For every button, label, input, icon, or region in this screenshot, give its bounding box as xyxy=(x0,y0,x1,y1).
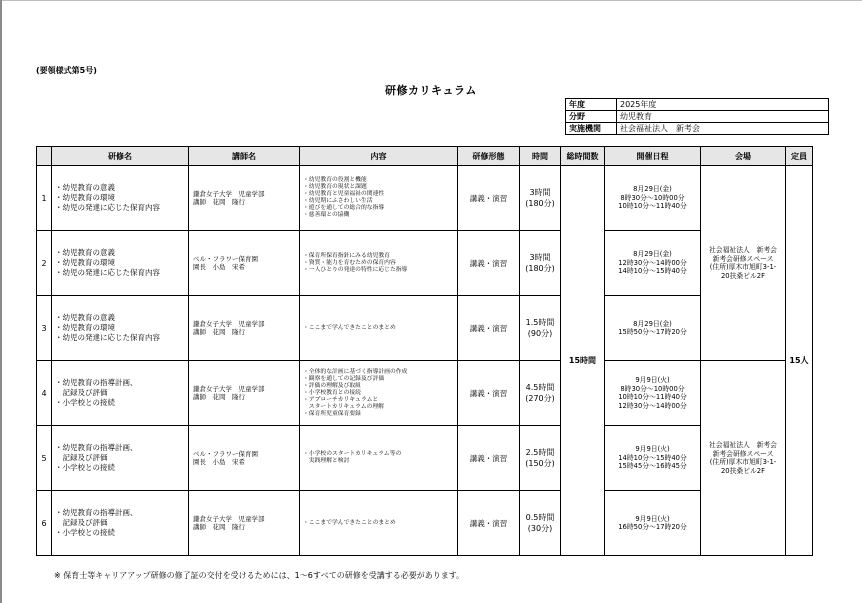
meta-label: 分野 xyxy=(566,111,617,123)
text-line: 社会福祉法人 新考会 xyxy=(709,441,777,449)
text-line: ・ここまで学んできたことのまとめ xyxy=(303,324,396,331)
lecturer xyxy=(189,361,300,426)
session-time xyxy=(520,296,561,361)
text-line: 実践理解と検討 xyxy=(303,458,350,464)
text-line: 園長 小島 宋希 xyxy=(193,458,245,466)
header-lecturer: 講師名 xyxy=(189,147,300,166)
page-top-border xyxy=(0,0,862,1)
header-total-hours: 総時間数 xyxy=(561,147,605,166)
text-line: 3時間 xyxy=(529,188,551,197)
document-title: 研修カリキュラム xyxy=(385,84,477,97)
content xyxy=(300,491,458,556)
text-line: 9月9日(火) xyxy=(635,445,670,454)
meta-label: 実施機関 xyxy=(566,123,617,135)
text-line: ・小学校との接続 xyxy=(55,463,115,472)
text-line: ・幼児教育の意義 xyxy=(55,183,115,192)
text-line: 4.5時間 xyxy=(525,383,555,392)
course-name xyxy=(52,426,189,491)
text-line: (30分) xyxy=(527,524,553,533)
text-line: (150分) xyxy=(525,459,555,468)
text-line: 3時間 xyxy=(529,253,551,262)
text-line: 8月29日(金) xyxy=(633,185,672,194)
footnote: ※ 保育士等キャリアアップ研修の修了証の交付を受けるためには、1～6すべての研修を受講する必要があります。 xyxy=(54,571,465,580)
text-line: ・幼児の発達に応じた保育内容 xyxy=(55,203,160,212)
meta-value: 幼児教育 xyxy=(617,111,829,123)
training-format: 講義・演習 xyxy=(458,296,520,361)
text-line: 16時50分～17時20分 xyxy=(618,523,687,531)
lecturer xyxy=(189,491,300,556)
header-row xyxy=(37,147,813,166)
text-line: 2.5時間 xyxy=(525,448,555,457)
table-row xyxy=(37,296,813,361)
text-line: 9月9日(火) xyxy=(635,514,670,523)
text-line: ・保育所児童保育要録 xyxy=(303,410,361,417)
header-content: 内容 xyxy=(300,147,458,166)
text-line: ・幼児教育の意義 xyxy=(55,248,115,257)
text-line: 0.5時間 xyxy=(525,513,555,522)
text-line: ・幼児教育の指導計画、 xyxy=(55,508,138,517)
course-name xyxy=(52,491,189,556)
content xyxy=(300,361,458,426)
text-line: 8月29日(金) xyxy=(633,319,672,328)
curriculum-table xyxy=(36,146,813,556)
course-name xyxy=(52,231,189,296)
schedule xyxy=(605,166,701,231)
text-line: 14時10分～15時40分 xyxy=(618,453,687,462)
total-hours: 15時間 xyxy=(561,166,605,556)
text-line: ・幼児期にふさわしい生活 xyxy=(303,198,373,204)
meta-value: 社会福祉法人 新考会 xyxy=(617,123,829,135)
lecturer xyxy=(189,426,300,491)
training-format: 講義・演習 xyxy=(458,166,520,231)
text-line: ・幼児教育の役割と機能 xyxy=(303,177,367,183)
text-line: 8月29日(金) xyxy=(633,250,672,259)
text-line: ・慈善環との協働 xyxy=(303,212,350,218)
text-line: ・一人ひとりの発達の特性に応じた指導 xyxy=(303,266,408,273)
text-line: ・幼児教育の環境 xyxy=(55,323,115,332)
text-line: 9月9日(火) xyxy=(635,376,670,384)
text-line: ・幼児の発達に応じた保育内容 xyxy=(55,268,160,277)
text-line: ・全体的な計画に基づく指導計画の作成 xyxy=(303,368,408,375)
session-time xyxy=(520,231,561,296)
training-format: 講義・演習 xyxy=(458,491,520,556)
meta-table xyxy=(565,98,829,135)
text-line: 講師 花岡 隆行 xyxy=(193,523,245,531)
text-line: スタートカリキュラムの理解 xyxy=(303,403,384,410)
text-line: 園長 小島 宋希 xyxy=(193,263,245,271)
text-line: 1.5時間 xyxy=(525,318,555,327)
text-line: 講師 花岡 隆行 xyxy=(193,393,245,401)
meta-value: 2025年度 xyxy=(617,99,829,111)
session-time xyxy=(520,426,561,491)
course-name xyxy=(52,166,189,231)
schedule xyxy=(605,426,701,491)
venue xyxy=(701,361,786,556)
text-line: 8時30分～10時00分 xyxy=(620,384,685,393)
text-line: ・幼児教育と児童福祉の関連性 xyxy=(303,191,385,197)
header-format: 研修形態 xyxy=(458,147,520,166)
meta-row-organizer xyxy=(566,123,829,135)
text-line: ・幼児教育の指導計画、 xyxy=(55,443,138,452)
text-line: ・評価の理解及び取組 xyxy=(303,382,361,389)
table-row xyxy=(37,491,813,556)
text-line: 14時10分～15時40分 xyxy=(618,267,687,276)
content xyxy=(300,426,458,491)
meta-row-year xyxy=(566,99,829,111)
header-schedule: 開催日程 xyxy=(605,147,701,166)
text-line: 12時30分～14時00分 xyxy=(618,258,687,267)
lecturer xyxy=(189,231,300,296)
schedule xyxy=(605,296,701,361)
text-line: 鎌倉女子大学 児童学部 xyxy=(193,385,265,393)
header-capacity: 定員 xyxy=(786,147,813,166)
row-number: 3 xyxy=(37,296,52,361)
text-line: 鎌倉女子大学 児童学部 xyxy=(193,515,265,523)
table-row xyxy=(37,166,813,231)
text-line: (270分) xyxy=(525,394,555,403)
capacity: 15人 xyxy=(786,166,813,556)
table-row xyxy=(37,231,813,296)
training-format: 講義・演習 xyxy=(458,231,520,296)
row-number: 6 xyxy=(37,491,52,556)
header-no xyxy=(37,147,52,166)
header-venue: 会場 xyxy=(701,147,786,166)
text-line: ・小学校教育との接続 xyxy=(303,389,361,396)
lecturer xyxy=(189,166,300,231)
text-line: (180分) xyxy=(525,199,555,208)
text-line: ・幼児教育の環境 xyxy=(55,258,115,267)
text-line: ・幼児教育の指導計画、 xyxy=(55,378,138,387)
text-line: 10時10分～11時40分 xyxy=(618,202,687,211)
table-row xyxy=(37,426,813,491)
text-line: 記録及び評価 xyxy=(55,388,108,397)
text-line: ベル・フラワー保育園 xyxy=(193,255,258,263)
text-line: (180分) xyxy=(525,264,555,273)
session-time xyxy=(520,491,561,556)
text-line: ・幼児教育の意義 xyxy=(55,313,115,322)
header-time: 時間 xyxy=(520,147,561,166)
text-line: (住所)厚木市旭町3-1- xyxy=(709,458,777,466)
table-row xyxy=(37,361,813,426)
text-line: 20扶桑ビル2F xyxy=(720,271,766,280)
text-line: 鎌倉女子大学 児童学部 xyxy=(193,190,265,198)
row-number: 2 xyxy=(37,231,52,296)
session-time xyxy=(520,166,561,231)
text-line: 15時50分～17時20分 xyxy=(618,328,687,336)
training-format: 講義・演習 xyxy=(458,361,520,426)
text-line: ベル・フラワー保育園 xyxy=(193,450,258,458)
header-course-name: 研修名 xyxy=(52,147,189,166)
content xyxy=(300,296,458,361)
text-line: 社会福祉法人 新考会 xyxy=(709,246,777,254)
schedule xyxy=(605,491,701,556)
text-line: ・観察を通しての記録及び評価 xyxy=(303,375,385,382)
lecturer xyxy=(189,296,300,361)
text-line: 8時30分～10時00分 xyxy=(620,193,685,202)
text-line: ・アプローチカリキュラムと xyxy=(303,396,379,403)
text-line: (90分) xyxy=(527,329,553,338)
venue xyxy=(701,166,786,361)
text-line: 新考会研修スペース xyxy=(712,254,774,263)
session-time xyxy=(520,361,561,426)
text-line: 記録及び評価 xyxy=(55,518,108,527)
text-line: ・小学校のスタートカリキュラム等の xyxy=(303,451,402,457)
text-line: ・小学校との接続 xyxy=(55,398,115,407)
text-line: 12時30分～14時00分 xyxy=(618,401,687,410)
text-line: (住所)厚木市旭町3-1- xyxy=(709,263,777,271)
schedule xyxy=(605,361,701,426)
text-line: ・資質・能力を育むための保育内容 xyxy=(303,259,396,266)
training-format: 講義・演習 xyxy=(458,426,520,491)
text-line: ・小学校との接続 xyxy=(55,528,115,537)
text-line: 新考会研修スペース xyxy=(712,449,774,458)
text-line: 記録及び評価 xyxy=(55,453,108,462)
text-line: 10時10分～11時40分 xyxy=(618,393,687,401)
course-name xyxy=(52,361,189,426)
meta-label: 年度 xyxy=(566,99,617,111)
text-line: ・幼児の発達に応じた保育内容 xyxy=(55,333,160,342)
text-line: ・幼児教育の現状と課題 xyxy=(303,184,367,190)
text-line: 鎌倉女子大学 児童学部 xyxy=(193,320,265,328)
meta-row-field xyxy=(566,111,829,123)
text-line: ・幼児教育の環境 xyxy=(55,193,115,202)
row-number: 5 xyxy=(37,426,52,491)
text-line: 講師 花岡 隆行 xyxy=(193,328,245,336)
text-line: ・ここまで学んできたことのまとめ xyxy=(303,519,396,526)
content xyxy=(300,231,458,296)
schedule xyxy=(605,231,701,296)
text-line: 講師 花岡 隆行 xyxy=(193,198,245,206)
row-number: 1 xyxy=(37,166,52,231)
row-number: 4 xyxy=(37,361,52,426)
text-line: 15時45分～16時45分 xyxy=(618,462,687,471)
text-line: ・保育所保育指針にみる幼児教育 xyxy=(303,252,390,259)
course-name xyxy=(52,296,189,361)
text-line: 20扶桑ビル2F xyxy=(720,466,766,475)
content xyxy=(300,166,458,231)
text-line: ・遊びを通しての総合的な指導 xyxy=(303,205,385,211)
form-number: (要領様式第5号) xyxy=(36,66,97,75)
